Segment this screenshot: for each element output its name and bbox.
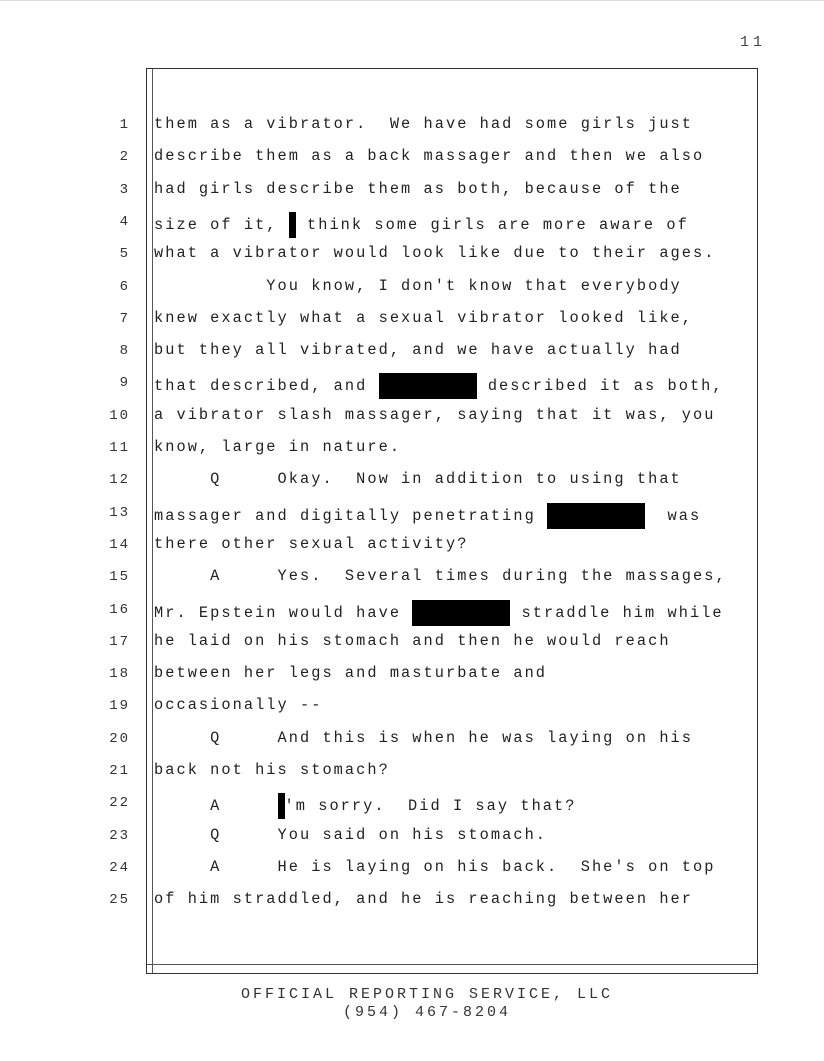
line-number: 9 [119, 375, 130, 392]
line-number: 23 [109, 827, 130, 844]
line-number: 1 [119, 117, 130, 133]
text-segment: was [645, 506, 702, 525]
line-number: 25 [109, 892, 130, 909]
transcript-line [0, 373, 824, 397]
line-number: 11 [109, 440, 130, 456]
transcript-line [0, 277, 824, 301]
line-number: 14 [109, 536, 130, 553]
text-segment: occasionally -- [154, 696, 323, 715]
text-segment: You know, I don't know that everybody [154, 276, 682, 295]
reporter-phone: (954) 467-8204 [342, 1004, 512, 1021]
transcript-line [0, 761, 824, 785]
line-text [154, 567, 727, 585]
line-text [154, 890, 693, 908]
page-number: 11 [739, 34, 766, 51]
line-text [154, 858, 715, 876]
text-segment: there other sexual activity? [154, 534, 469, 553]
line-number: 2 [119, 149, 130, 166]
line-text [154, 761, 390, 779]
text-segment: A He is laying on his back. She's on top [154, 857, 716, 876]
transcript-line [0, 890, 824, 914]
transcript-line [0, 696, 824, 720]
transcript-line [0, 567, 824, 591]
bottom-rule [147, 964, 757, 965]
text-segment: of him straddled, and he is reaching between her [154, 890, 694, 909]
transcript-line [0, 600, 824, 624]
line-number: 5 [119, 246, 130, 263]
line-text [154, 632, 671, 650]
line-number: 13 [109, 504, 130, 521]
line-number: 24 [109, 859, 130, 876]
line-text [154, 406, 715, 424]
text-segment: 'm sorry. Did I say that? [284, 797, 577, 816]
line-number: 6 [119, 278, 130, 295]
text-segment: Q You said on his stomach. [154, 825, 548, 844]
line-text [154, 600, 724, 626]
transcript-line [0, 438, 824, 462]
line-text [154, 470, 682, 488]
line-text [154, 664, 547, 682]
text-segment: described it as both, [476, 377, 724, 396]
line-number: 19 [109, 698, 130, 715]
transcript-line [0, 632, 824, 656]
line-text [154, 696, 322, 714]
transcript-line [0, 309, 824, 333]
line-text [154, 180, 682, 198]
text-segment: them as a vibrator. We have had some girls just [154, 115, 694, 133]
text-segment: size of it, [154, 215, 289, 234]
text-segment: massager and digitally penetrating [154, 506, 548, 525]
transcript-line [0, 535, 824, 559]
line-text [154, 793, 577, 819]
reporter-company: OFFICIAL REPORTING SERVICE, LLC [240, 986, 614, 1003]
text-segment: Q Okay. Now in addition to using that [154, 470, 682, 489]
redaction-bar [547, 503, 645, 529]
line-number: 12 [109, 472, 130, 489]
redaction-bar [278, 793, 285, 819]
transcript-line [0, 729, 824, 753]
line-number: 15 [109, 569, 130, 586]
line-number: 16 [109, 601, 130, 618]
line-text [154, 373, 724, 399]
redaction-bar [379, 373, 477, 399]
line-text [154, 826, 547, 844]
line-number: 4 [119, 213, 130, 230]
line-number: 3 [119, 181, 130, 198]
transcript-line [0, 826, 824, 850]
text-segment: had girls describe them as both, because of the [154, 179, 682, 198]
line-text [154, 438, 401, 456]
transcript-line [0, 503, 824, 527]
line-text [154, 147, 704, 165]
line-text [154, 309, 693, 327]
transcript-line [0, 470, 824, 494]
line-text [154, 277, 682, 295]
line-text [154, 212, 689, 238]
text-segment: A Yes. Several times during the massages, [154, 567, 727, 586]
transcript-line [0, 793, 824, 817]
transcript-line [0, 180, 824, 204]
transcript-line [0, 115, 824, 139]
text-segment: knew exactly what a sexual vibrator looked like, [154, 308, 694, 327]
line-number: 10 [109, 407, 130, 424]
scan-edge [0, 0, 824, 1]
line-text [154, 341, 682, 359]
text-segment: straddle him while [510, 603, 724, 622]
line-text [154, 535, 468, 553]
line-number: 18 [109, 666, 130, 683]
line-number: 22 [109, 795, 130, 812]
line-number: 20 [109, 730, 130, 747]
text-segment: back not his stomach? [154, 761, 390, 779]
line-text [154, 729, 693, 747]
transcript-line [0, 212, 824, 236]
text-segment: but they all vibrated, and we have actually had [154, 341, 682, 360]
text-segment: Q And this is when he was laying on his [154, 728, 694, 747]
line-number: 8 [119, 343, 130, 360]
transcript-line [0, 858, 824, 882]
text-segment: that described, and [154, 377, 379, 396]
line-number: 7 [119, 310, 130, 327]
text-segment: think some girls are more aware of [295, 215, 689, 234]
transcript-line [0, 406, 824, 430]
redaction-bar [289, 212, 296, 238]
transcript-line [0, 341, 824, 365]
text-segment: he laid on his stomach and then he would reach [154, 631, 671, 650]
text-segment: know, large in nature. [154, 438, 402, 456]
redaction-bar [412, 600, 510, 626]
text-segment: A [154, 797, 278, 816]
text-segment: between her legs and masturbate and [154, 664, 548, 683]
transcript-line [0, 147, 824, 171]
text-segment: Mr. Epstein would have [154, 603, 413, 622]
text-segment: a vibrator slash massager, saying that it was, you [154, 405, 716, 424]
line-text [154, 115, 693, 133]
text-segment: describe them as a back massager and then we also [154, 147, 705, 166]
text-segment: what a vibrator would look like due to their ages. [154, 244, 716, 263]
transcript-line [0, 664, 824, 688]
line-number: 17 [109, 633, 130, 650]
line-text [154, 503, 701, 529]
line-text [154, 244, 715, 262]
transcript-line [0, 244, 824, 268]
line-number: 21 [109, 763, 130, 779]
